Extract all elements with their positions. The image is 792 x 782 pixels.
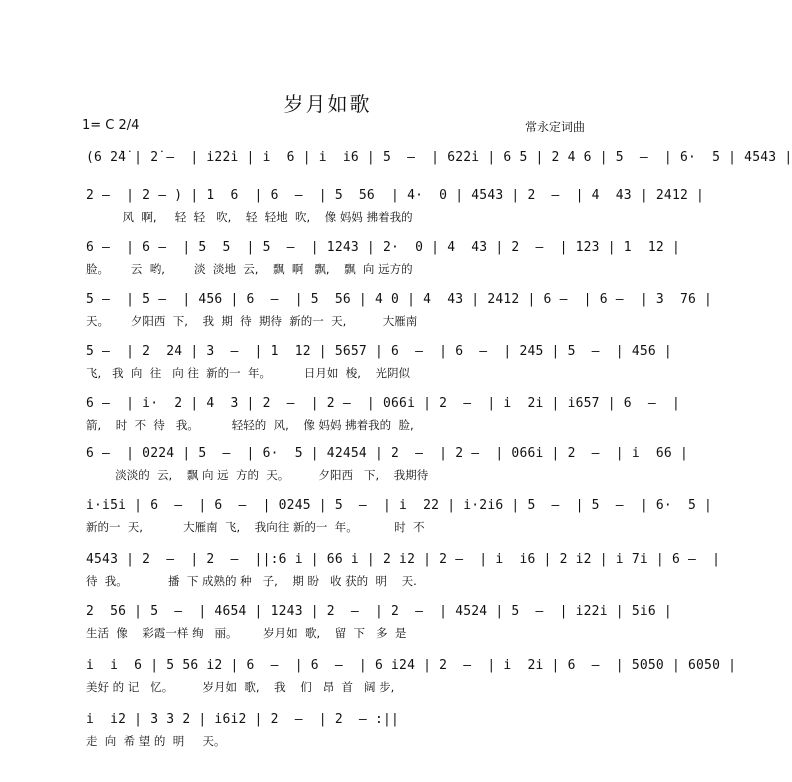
score-line [86,712,576,760]
lyrics: 天。 夕阳西 下, 我 期 待 期待 新的一 天, 大雁南 [86,314,418,328]
score-line [86,446,688,494]
score-line [86,344,672,392]
notation: i i2 | 3 3 2 | i6i2 | 2 — | 2 — :|| [86,712,400,727]
notation: (6 2̇4̇ | 2̇ — | i2̇2̇i | i 6 | i i6 | 5 — | 62̇2̇i | 6 5 | 2 4 6 | 5 — | 6· 5 | 4543 | [86,150,792,165]
lyrics: 新的一 天, 大雁南 飞, 我向往 新的一 年。 时 不 [86,520,425,534]
score-line [86,552,721,600]
notation: 6 — | 6 — | 5 5 | 5 — | 1243 | 2· 0 | 4 43 | 2 — | 123 | 1 12 | [86,240,680,255]
notation: 6 — | 0224 | 5 — | 6· 5 | 42454 | 2 — | 2 — | 066i | 2 — | i 66 | [86,446,688,461]
notation: 5 — | 5 — | 456 | 6 — | 5 56 | 4 0 | 4 43 | 2412 | 6 — | 6 — | 3 76 | [86,292,713,307]
key-signature: 1= C 2/4 [82,118,140,133]
score-line [86,604,672,652]
notation: 2 56 | 5 — | 4654 | 1243 | 2 — | 2 — | 4524 | 5 — | i22i | 5i6 | [86,604,672,619]
lyrics: 风 啊, 轻 轻 吹, 轻 轻地 吹, 像 妈妈 拂着我的 [86,210,413,224]
lyrics: 飞, 我 向 往 向 往 新的一 年。 日月如 梭, 光阴似 [86,366,410,380]
lyrics: 走 向 希 望 的 明 天。 [86,734,226,748]
score-line [86,292,713,340]
score-line [86,498,713,546]
lyrics: 生活 像 彩霞一样 绚 丽。 岁月如 歌, 留 下 多 是 [86,626,407,640]
score-line [86,188,705,236]
notation: i·i5i | 6 — | 6 — | 0245 | 5 — | i 22 | i·2i6 | 5 — | 5 — | 6· 5 | [86,498,713,513]
score-line [86,658,737,706]
score-line [86,240,680,288]
lyrics: 淡淡的 云, 飘 向 远 方的 天。 夕阳西 下, 我期待 [86,468,429,482]
notation: 6 — | i· 2 | 4 3 | 2 — | 2 — | 066i | 2 — | i 2i | i657 | 6 — | [86,396,680,411]
lyrics: 待 我。 播 下 成熟的 种 子, 期 盼 收 获的 明 天. [86,574,417,588]
notation: 4543 | 2 — | 2 — ||:6 i | 66 i | 2 i2 | 2 — | i i6 | 2 i2 | i 7i | 6 — | [86,552,721,567]
notation: i i 6 | 5 56 i2 | 6 — | 6 — | 6 i24 | 2 — | i 2i | 6 — | 5050 | 6050 | [86,658,737,673]
lyrics: 箭, 时 不 待 我。 轻轻的 风, 像 妈妈 拂着我的 脸, [86,418,414,432]
song-title: 岁月如歌 [283,92,372,116]
notation: 2 — | 2 — ) | 1 6 | 6 — | 5 56 | 4· 0 | 4543 | 2 — | 4 43 | 2412 | [86,188,705,203]
song-author: 常永定词曲 [524,120,585,134]
notation: 5 — | 2 24 | 3 — | 1 12 | 5657 | 6 — | 6 — | 245 | 5 — | 456 | [86,344,672,359]
lyrics: 脸。 云 哟, 淡 淡地 云, 飘 啊 飘, 飘 向 远方的 [86,262,413,276]
score-line [86,396,680,444]
lyrics: 美好 的 记 忆。 岁月如 歌, 我 们 昂 首 阔 步, [86,680,395,694]
